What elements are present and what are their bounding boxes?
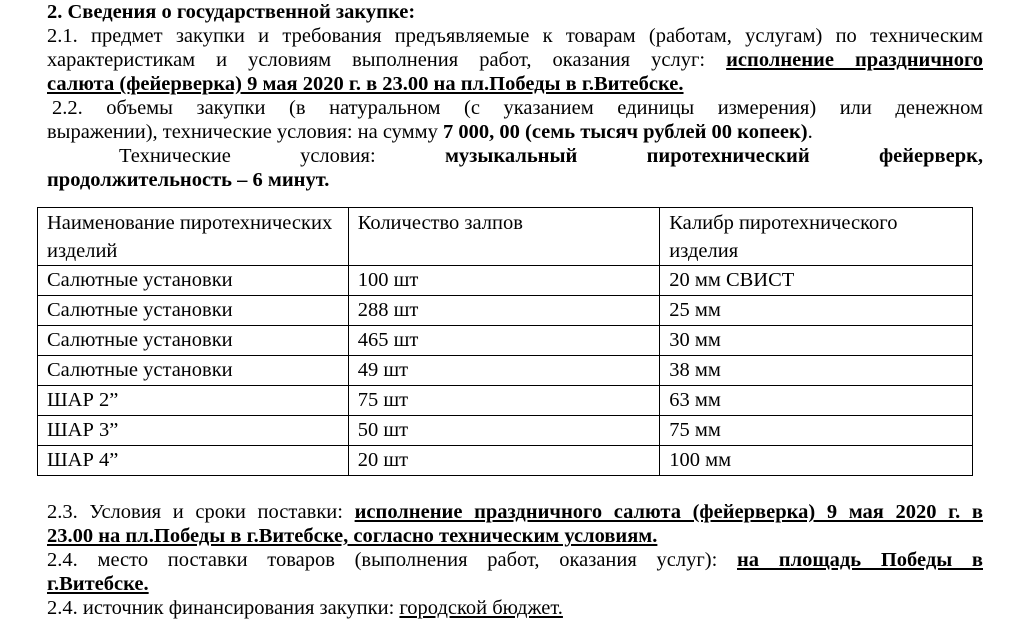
terms-prefix: 2.3. Условия и сроки поставки:: [47, 501, 355, 523]
cell-quantity: 465 шт: [348, 326, 660, 356]
header-name: Наименование пиротехнических изделий: [38, 208, 349, 266]
table-row: [38, 416, 973, 446]
cell-quantity: 288 шт: [348, 296, 660, 326]
table-row: [38, 266, 973, 296]
table-header-row: [38, 208, 973, 266]
funding-line: [47, 596, 983, 620]
cell-quantity: 75 шт: [348, 386, 660, 416]
subject-value-part2: салюта (фейерверка) 9 мая 2020 г. в 23.00 на пл.Победы в г.Витебске.: [47, 73, 684, 95]
cell-caliber: 30 мм: [660, 326, 973, 356]
volume-prefix: выражении), технические условия: на сумму: [47, 121, 443, 143]
pyrotechnics-table: [37, 207, 973, 476]
cell-name: ШАР 3”: [38, 416, 349, 446]
table-row: [38, 446, 973, 476]
volume-suffix: .: [807, 121, 813, 143]
funding-prefix: 2.4. источник финансирования закупки:: [47, 597, 400, 619]
place-value-part2: г.Витебске.: [47, 573, 149, 595]
subject-line-2: [47, 48, 983, 72]
cell-caliber: 100 мм: [660, 446, 973, 476]
volume-amount: 7 000, 00 (семь тысяч рублей 00 копеек): [443, 121, 808, 143]
cell-quantity: 50 шт: [348, 416, 660, 446]
table-row: [38, 326, 973, 356]
funding-value: городской бюджет.: [399, 597, 563, 619]
header-caliber: Калибр пиротехнического изделия: [660, 208, 973, 266]
place-line-2: [47, 572, 983, 596]
terms-value-part2: 23.00 на пл.Победы в г.Витебске, согласно техническим условиям.: [47, 525, 658, 547]
document-body: [47, 0, 983, 192]
subject-prefix: характеристикам и условиям выполнения работ, оказания услуг:: [47, 49, 727, 71]
subject-line-1: 2.1. предмет закупки и требования предъявляемые к товарам (работам, услугам) по техническим: [47, 25, 983, 47]
cell-quantity: 100 шт: [348, 266, 660, 296]
section-heading: 2. Сведения о государственной закупке:: [47, 1, 416, 23]
place-value-part1: на площадь Победы в: [737, 549, 983, 571]
cell-caliber: 63 мм: [660, 386, 973, 416]
tech-word-firework: фейерверк,: [878, 145, 984, 167]
tech-label: Технические: [119, 145, 231, 167]
terms-value-part1: исполнение праздничного салюта (фейерверка) 9 мая 2020 г. в: [354, 501, 983, 523]
tech-line-1: [47, 144, 983, 168]
tech-word-musical: музыкальный: [444, 145, 578, 167]
cell-name: Салютные установки: [38, 296, 349, 326]
tech-word-pyro: пиротехнический: [646, 145, 810, 167]
table-row: [38, 386, 973, 416]
terms-line-2: [47, 524, 983, 548]
cell-caliber: 38 мм: [660, 356, 973, 386]
tech-duration: продолжительность – 6 минут.: [47, 169, 330, 191]
header-quantity: Количество залпов: [348, 208, 660, 266]
volume-line-2: [47, 120, 983, 144]
subject-line-3: [47, 72, 983, 96]
volume-line-1: 2.2. объемы закупки (в натуральном (с указанием единицы измерения) или денежном: [52, 97, 983, 119]
table-row: [38, 356, 973, 386]
place-line-1: [47, 548, 983, 572]
cell-caliber: 20 мм СВИСТ: [660, 266, 973, 296]
cell-name: Салютные установки: [38, 356, 349, 386]
place-prefix: 2.4. место поставки товаров (выполнения работ, оказания услуг):: [47, 549, 737, 571]
cell-caliber: 75 мм: [660, 416, 973, 446]
cell-name: Салютные установки: [38, 266, 349, 296]
cell-name: ШАР 2”: [38, 386, 349, 416]
delivery-section: [47, 500, 983, 620]
table-row: [38, 296, 973, 326]
terms-line-1: [47, 500, 983, 524]
cell-name: ШАР 4”: [38, 446, 349, 476]
cell-name: Салютные установки: [38, 326, 349, 356]
subject-value-part1: исполнение праздничного: [726, 49, 983, 71]
cell-caliber: 25 мм: [660, 296, 973, 326]
cell-quantity: 49 шт: [348, 356, 660, 386]
tech-word-conditions: условия:: [300, 145, 376, 167]
cell-quantity: 20 шт: [348, 446, 660, 476]
